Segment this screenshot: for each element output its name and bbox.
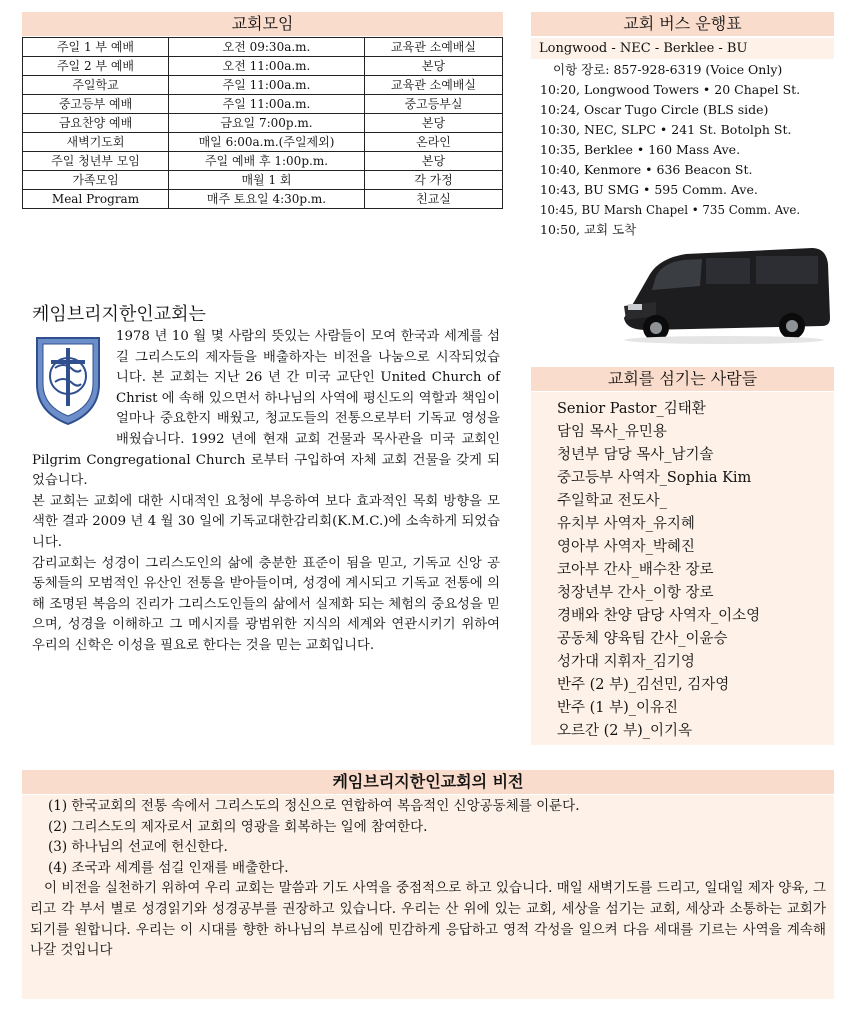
- meeting-place: 온라인: [365, 133, 503, 152]
- people-item: 코아부 간사_배수찬 장로: [557, 562, 714, 578]
- meeting-name: 주일학교: [23, 76, 169, 95]
- meeting-row: [23, 114, 503, 133]
- vision-paragraph: 이 비전을 실천하기 위하여 우리 교회는 말씀과 기도 사역을 중점적으로 하고 있습니다. 매일 새벽기도를 드리고, 일대일 제자 양육, 그리고 각 부서 별로 성경읽기와 성경공부를 권장하고 있습니다. 우리는 산 위에 있는 교회, 세상을 섬기는 교회, 세상과 소통하는 교회가 되기를 원합니다. 우리는 이 시대를 향한 하나님의 부르심에 민감하게 응답하고 영적 각성을 일으켜 다음 세대를 기르는 사역을 계속해 나갈 것입니다: [30, 880, 826, 959]
- history-paragraph: 본 교회는 교회에 대한 시대적인 요청에 부응하여 보다 효과적인 목회 방향을 모색한 결과 2009 년 4 월 30 일에 기독교대한감리회(K.M.C.)에 소속하게 되었습니다.: [32, 493, 500, 550]
- meeting-place: 본당: [365, 114, 503, 133]
- meetings-title: 교회모임: [22, 12, 503, 36]
- bus-stop: 10:24, Oscar Tugo Circle (BLS side): [540, 102, 769, 117]
- bus-schedule-title: 교회 버스 운행표: [531, 12, 834, 36]
- meeting-time: 주일 예배 후 1:00p.m.: [169, 152, 365, 171]
- people-item: Senior Pastor_김태환: [557, 401, 706, 417]
- meeting-place: 본당: [365, 152, 503, 171]
- meeting-time: 주일 11:00a.m.: [169, 95, 365, 114]
- meeting-time: 오전 09:30a.m.: [169, 38, 365, 57]
- meeting-time: 매월 1 회: [169, 171, 365, 190]
- meeting-place: 교육관 소예배실: [365, 76, 503, 95]
- meeting-time: 오전 11:00a.m.: [169, 57, 365, 76]
- people-item: 청년부 담당 목사_남기솔: [557, 447, 714, 463]
- meeting-name: Meal Program: [23, 190, 169, 209]
- people-item: 공동체 양육팀 간사_이윤승: [557, 631, 728, 647]
- vision-item: (1) 한국교회의 전통 속에서 그리스도의 정신으로 연합하여 복음적인 신앙공동체를 이룬다.: [48, 798, 580, 814]
- meeting-name: 주일 1 부 예배: [23, 38, 169, 57]
- meeting-row: [23, 190, 503, 209]
- bus-route: Longwood - NEC - Berklee - BU: [531, 38, 834, 59]
- meeting-time: 주일 11:00a.m.: [169, 76, 365, 95]
- people-item: 성가대 지휘자_김기영: [557, 654, 695, 670]
- meeting-row: [23, 57, 503, 76]
- meeting-row: [23, 152, 503, 171]
- vision-item: (2) 그리스도의 제자로서 교회의 영광을 회복하는 일에 참여한다.: [48, 818, 428, 835]
- history-paragraph: 감리교회는 성경이 그리스도인의 삶에 충분한 표준이 됨을 믿고, 기독교 신앙 공동체들의 모범적인 유산인 전통을 받아들이며, 성경에 계시되고 기독교 전통에 의해 조명된 복음의 진리가 그리스도인들의 삶에서 실제화 되는 체험의 중요성을 믿으며, 성경을 이해하고 그 메시지를 광범위한 지식의 세계와 연관시키기 위하여 우리의 신학은 이성을 필요로 한다는 것을 믿는 교회입니다.: [32, 555, 500, 653]
- meetings-table: [22, 37, 503, 209]
- church-van-image: [616, 244, 832, 346]
- bus-stop: 10:40, Kenmore • 636 Beacon St.: [540, 162, 753, 177]
- meeting-time: 금요일 7:00p.m.: [169, 114, 365, 133]
- history-text: [32, 327, 500, 657]
- history-title: 케임브리지한인교회는: [32, 304, 206, 325]
- meeting-name: 가족모임: [23, 171, 169, 190]
- bus-stop: 10:45, BU Marsh Chapel • 735 Comm. Ave.: [540, 203, 801, 217]
- bus-contact: 이항 장로: 857-928-6319 (Voice Only): [553, 62, 783, 77]
- bus-stop: 10:50, 교회 도착: [540, 222, 637, 237]
- people-item: 반주 (2 부)_김선민, 김자영: [557, 677, 730, 693]
- people-item: 청장년부 간사_이항 장로: [557, 585, 714, 601]
- meeting-row: [23, 76, 503, 95]
- meeting-row: [23, 95, 503, 114]
- bus-stop: 10:43, BU SMG • 595 Comm. Ave.: [540, 182, 758, 197]
- vision-text: [30, 796, 826, 961]
- meeting-name: 새벽기도회: [23, 133, 169, 152]
- meeting-place: 중고등부실: [365, 95, 503, 114]
- vision-item: (4) 조국과 세계를 섬길 인재를 배출한다.: [48, 859, 289, 876]
- meeting-name: 주일 2 부 예배: [23, 57, 169, 76]
- people-item: 경배와 찬양 담당 사역자_이소영: [557, 608, 761, 624]
- meeting-time: 매주 토요일 4:30p.m.: [169, 190, 365, 209]
- meeting-place: 본당: [365, 57, 503, 76]
- people-item: 주일학교 전도사_: [557, 493, 667, 509]
- bus-stop: 10:35, Berklee • 160 Mass Ave.: [540, 142, 741, 157]
- meeting-name: 중고등부 예배: [23, 95, 169, 114]
- bus-stop: 10:30, NEC, SLPC • 241 St. Botolph St.: [540, 122, 792, 137]
- meeting-place: 각 가정: [365, 171, 503, 190]
- bus-stop: 10:20, Longwood Towers • 20 Chapel St.: [540, 82, 801, 97]
- meeting-row: [23, 171, 503, 190]
- people-item: 영아부 사역자_박혜진: [557, 539, 695, 555]
- people-item: 유치부 사역자_유지혜: [557, 516, 695, 532]
- meeting-place: 교육관 소예배실: [365, 38, 503, 57]
- meeting-time: 매일 6:00a.m.(주일제외): [169, 133, 365, 152]
- people-item: 반주 (1 부)_이유진: [557, 700, 679, 716]
- people-title: 교회를 섬기는 사람들: [531, 367, 834, 391]
- meeting-row: [23, 38, 503, 57]
- vision-item: (3) 하나님의 선교에 헌신한다.: [48, 839, 228, 856]
- meeting-place: 친교실: [365, 190, 503, 209]
- history-paragraph: 1978 년 10 월 몇 사람의 뜻있는 사람들이 모여 한국과 세계를 섬길 그리스도의 제자들을 배출하자는 비전을 나눔으로 시작되었습니다. 본 교회는 지난 26 년 간 미국 교단인 United Church of Christ 에 속해 있으면서 하나님의 사역에 평신도의 역할과 책임이 얼마나 중요한지 배웠고, 청교도들의 전통으로부터 기독교 영성을 배웠습니다. 1992 년에 현재 교회 건물과 목사관을 미국 교회인 Pilgrim Congregational Church 로부터 구입하여 자체 교회 건물을 갖게 되었습니다.: [32, 329, 500, 489]
- meeting-row: [23, 133, 503, 152]
- people-item: 오르간 (2 부)_이기옥: [557, 723, 693, 739]
- people-item: 중고등부 사역자_Sophia Kim: [557, 470, 752, 486]
- meeting-name: 주일 청년부 모임: [23, 152, 169, 171]
- vision-title: 케임브리지한인교회의 비전: [22, 770, 834, 794]
- meeting-name: 금요찬양 예배: [23, 114, 169, 133]
- people-item: 담임 목사_유민용: [557, 424, 667, 440]
